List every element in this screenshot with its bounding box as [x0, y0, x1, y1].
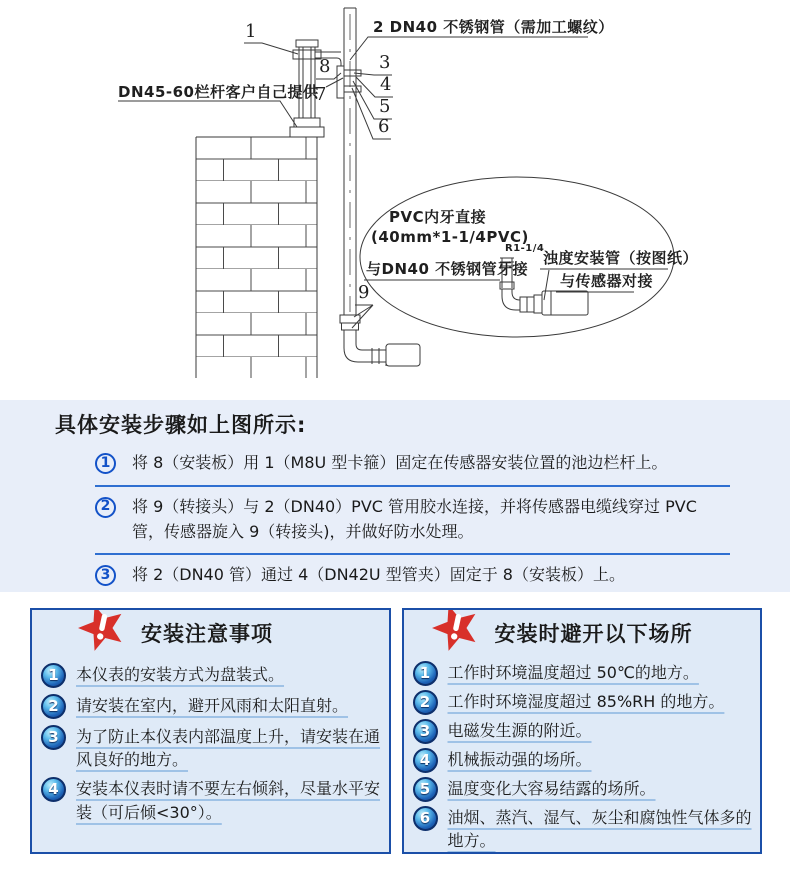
warning-star-icon	[429, 608, 483, 655]
avoid-item-2	[413, 690, 753, 715]
part-label-4: 4	[380, 74, 392, 95]
part-label-7: 7	[315, 84, 327, 105]
callout-turbidity-line2: 与传感器对接	[560, 272, 654, 290]
notice-item-text: 安装本仪表时请不要左右倾斜，尽量水平安装（可后倾<30°）。	[76, 779, 381, 822]
notice-item-text: 本仪表的安装方式为盘装式。	[76, 665, 285, 684]
step-number-3: 3	[95, 565, 116, 586]
avoid-box	[402, 608, 763, 854]
notice-box-header	[39, 610, 381, 658]
avoid-item-text: 工作时环境湿度超过 85%RH 的地方。	[447, 692, 725, 711]
avoid-item-1	[413, 661, 753, 686]
notice-item-number: 2	[41, 694, 66, 719]
avoid-box-title: 安装时避开以下场所	[494, 622, 693, 646]
step-number-2: 2	[95, 497, 116, 518]
avoid-item-text: 温度变化大容易结露的场所。	[447, 779, 656, 798]
avoid-item-number: 2	[413, 690, 438, 715]
step-text-3: 将 2（DN40 管）通过 4（DN42U 型管夹）固定于 8（安装板）上。	[132, 565, 625, 585]
notice-item-number: 3	[41, 725, 66, 750]
steps-title: 具体安装步骤如上图所示:	[55, 413, 307, 437]
step-text-2: 将 9（转接头）与 2（DN40）PVC 管用胶水连接，并将传感器电缆线穿过 PVC 管，传感器旋入 9（转接头)，并做好防水处理。	[132, 496, 697, 541]
callout-turbidity-line1: 浊度安装管（按图纸）	[543, 249, 699, 267]
avoid-item-6	[413, 806, 753, 852]
part-label-9: 9	[358, 282, 370, 303]
step-row-2	[95, 487, 730, 554]
boxes-row	[0, 608, 790, 854]
steps-list	[95, 443, 730, 597]
avoid-item-5	[413, 777, 753, 802]
callout-pvc-line1: PVC内牙直接	[389, 208, 487, 226]
part-label-3: 3	[379, 52, 391, 73]
notice-item-text: 为了防止本仪表内部温度上升，请安装在通风良好的地方。	[76, 727, 381, 770]
notice-item-number: 4	[41, 777, 66, 802]
part-label-8: 8	[319, 56, 331, 77]
notice-item-2	[41, 694, 381, 719]
avoid-item-number: 6	[413, 806, 438, 831]
notice-item-3	[41, 725, 381, 771]
step-text-1: 将 8（安装板）用 1（M8U 型卡箍）固定在传感器安装位置的池边栏杆上。	[132, 453, 668, 472]
part-label-6: 6	[378, 116, 390, 137]
callout-steel-pipe: 2 DN40 不锈钢管（需加工螺纹）	[373, 18, 614, 36]
avoid-item-number: 1	[413, 661, 438, 686]
part-label-5: 5	[379, 96, 391, 117]
avoid-item-text: 电磁发生源的附近。	[447, 721, 592, 740]
notice-item-1	[41, 663, 381, 688]
steps-section	[0, 400, 790, 592]
avoid-box-header	[411, 610, 753, 658]
part-label-1: 1	[245, 21, 257, 42]
avoid-item-text: 工作时环境温度超过 50℃的地方。	[447, 663, 699, 682]
installation-diagram	[0, 0, 790, 400]
notice-box-title: 安装注意事项	[141, 622, 273, 646]
avoid-item-number: 3	[413, 719, 438, 744]
callout-pvc-line2: (40mm*1-1/4PVC)	[371, 228, 529, 246]
avoid-item-4	[413, 748, 753, 773]
notice-box	[30, 608, 391, 854]
step-row-3	[95, 555, 730, 597]
step-row-1	[95, 443, 730, 485]
callout-pvc-line3: 与DN40 不锈钢管牙接	[366, 260, 529, 278]
diagram-linework	[0, 0, 790, 400]
notice-item-number: 1	[41, 663, 66, 688]
avoid-item-text: 机械振动强的场所。	[447, 750, 592, 769]
notice-item-4	[41, 777, 381, 823]
avoid-item-number: 5	[413, 777, 438, 802]
avoid-item-number: 4	[413, 748, 438, 773]
callout-railing: DN45-60栏杆客户自己提供	[118, 83, 319, 101]
step-number-1: 1	[95, 453, 116, 474]
notice-item-text: 请安装在室内，避开风雨和太阳直射。	[76, 696, 349, 715]
avoid-item-3	[413, 719, 753, 744]
avoid-item-text: 油烟、蒸汽、湿气、灰尘和腐蚀性气体多的地方。	[447, 808, 752, 851]
callout-fitting-size: R1-1/4	[505, 243, 545, 254]
warning-star-icon	[75, 608, 129, 655]
